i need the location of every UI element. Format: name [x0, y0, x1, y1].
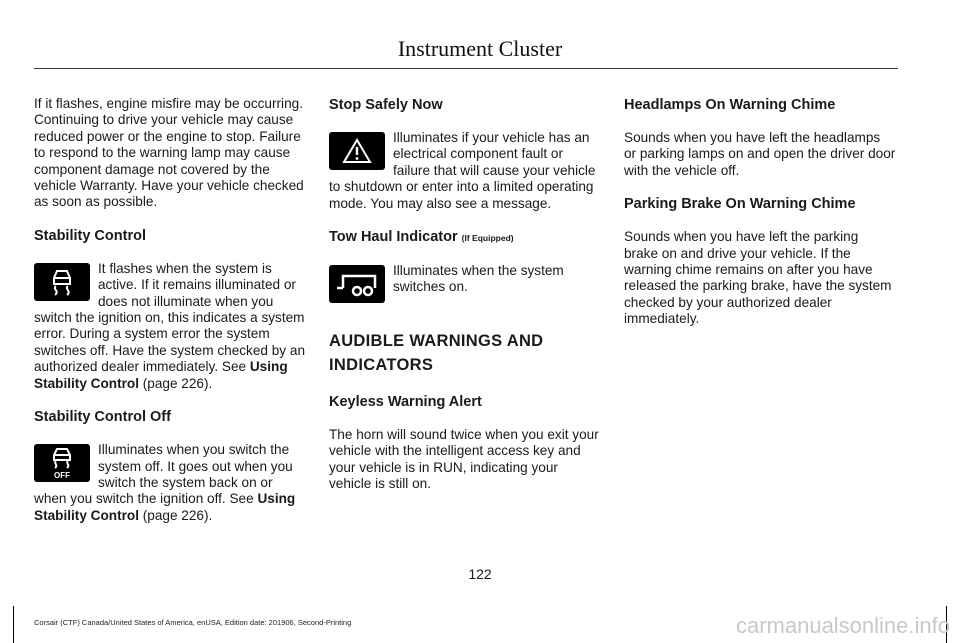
tow-haul-paragraph: [329, 263, 601, 307]
page-title: Instrument Cluster: [397, 36, 563, 61]
stability-control-heading: Stability Control: [34, 227, 146, 244]
audible-warnings-heading: [329, 329, 601, 377]
watermark: carmanualsonline.info: [735, 613, 950, 638]
stability-control-off-paragraph: [34, 442, 306, 524]
stability-control-off-icon: [34, 444, 90, 482]
misfire-paragraph: If it flashes, engine misfire may be occurring. Continuing to drive your vehicle may cause reduced power or the engine to stop. Failure to respond to the warning lamp may cause component damage not covered by the vehicle Warranty. Have your vehicle checked as soon as possible.: [34, 96, 304, 210]
warning-triangle-icon: [329, 132, 385, 170]
column-3: [624, 96, 896, 344]
off-icon-label: OFF: [54, 471, 70, 481]
audible-heading-line2: INDICATORS: [329, 356, 434, 375]
tow-haul-title: Tow Haul Indicator: [329, 229, 458, 246]
parking-brake-chime-paragraph: Sounds when you have left the parking brake on and drive your vehicle. If the warning chime remains on after you have released the parking brake, have the system checked by your authorized dealer immediately.: [624, 229, 892, 327]
stop-safely-heading: Stop Safely Now: [329, 97, 443, 113]
audible-heading-line1: AUDIBLE WARNINGS AND: [329, 332, 544, 351]
tow-haul-text: Illuminates when the system switches on.: [393, 263, 564, 295]
stop-safely-paragraph: [329, 130, 601, 212]
keyless-warning-heading: Keyless Warning Alert: [329, 394, 482, 411]
column-1: [34, 96, 306, 540]
keyless-warning-paragraph: The horn will sound twice when you exit your vehicle with the intelligent access key and your vehicle is in RUN, indicating your vehicle is still on.: [329, 427, 599, 492]
stability-control-page: (page 226).: [138, 375, 213, 391]
tow-haul-heading: [329, 228, 601, 247]
stability-control-off-page: (page 226).: [138, 507, 213, 523]
stability-control-off-link[interactable]: Using Stability Control: [34, 491, 296, 523]
crop-mark-left-vertical: [13, 606, 14, 643]
stability-control-paragraph: [34, 261, 306, 392]
stability-control-off-text: Illuminates when you switch the system off. It goes out when you switch the system back on or when you switch the ignition off. See: [34, 442, 293, 507]
stability-control-text: It flashes when the system is active. If it remains illuminated or does not illuminate when you switch the ignition on, this indicates a system error. During a system error the system switches off. Have the system checked by an authorized dealer immediately. See: [34, 260, 305, 375]
parking-brake-chime-heading: Parking Brake On Warning Chime: [624, 196, 856, 213]
headlamps-chime-paragraph: Sounds when you have left the headlamps or parking lamps on and open the driver door with the vehicle off.: [624, 130, 896, 178]
tow-haul-equipped: (If Equipped): [461, 233, 514, 244]
page-number: 122: [468, 566, 492, 582]
headlamps-chime-heading: Headlamps On Warning Chime: [624, 97, 836, 113]
column-2: [329, 96, 601, 509]
stability-control-icon: [34, 263, 90, 301]
edition-footer: Corsair (CTF) Canada/United States of America, enUSA, Edition date: 201906, Second-Printing: [34, 618, 352, 627]
tow-haul-icon: [329, 265, 385, 303]
header-divider: [34, 68, 898, 69]
stop-safely-text: Illuminates if your vehicle has an electrical component fault or failure that will cause your vehicle to shutdown or enter into a limited operating mode. You may also see a message.: [329, 130, 596, 211]
stability-control-off-heading: Stability Control Off: [34, 409, 171, 426]
stability-control-link[interactable]: Using Stability Control: [34, 359, 288, 391]
